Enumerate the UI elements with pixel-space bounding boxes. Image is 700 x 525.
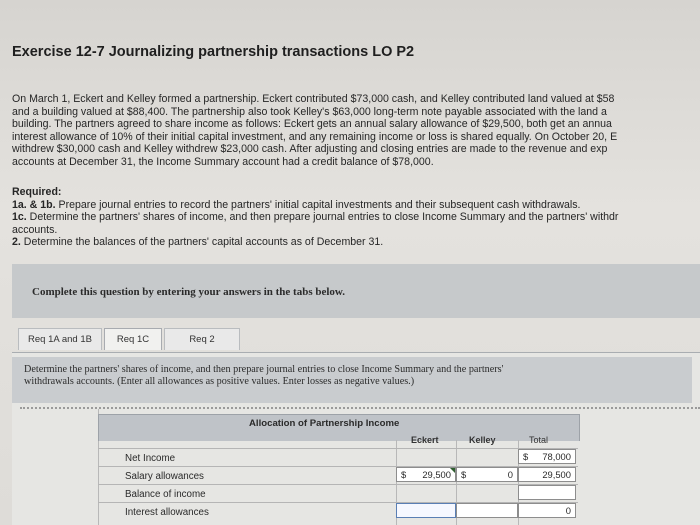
instruction-text: Complete this question by entering your answers in the tabs below. <box>32 286 346 298</box>
problem-line: interest allowance of 10% of their initial capital investment, and any remaining income or loss is shared equally. On October 20, E <box>12 130 618 143</box>
cell-value: 0 <box>507 469 513 480</box>
salary-eckert-input[interactable] <box>396 467 456 482</box>
interest-eckert-input[interactable] <box>396 503 456 518</box>
salary-total-input[interactable] <box>518 467 576 482</box>
currency-symbol: $ <box>523 451 529 462</box>
row-label-balance-of-income: Balance of income <box>125 489 206 500</box>
income-allocation-table <box>18 409 698 525</box>
problem-line: accounts at December 31, the Income Summary account had a credit balance of $78,000. <box>12 155 434 168</box>
table-title: Allocation of Partnership Income <box>249 418 400 429</box>
row-divider <box>98 448 578 449</box>
problem-line: building. The partners agreed to share income as follows: Eckert gets an annual salary allowance of $29,500, both get an annua <box>12 118 612 131</box>
column-header-total: Total <box>529 435 549 445</box>
column-header-eckert: Eckert <box>411 435 439 445</box>
required-item-number: 1a. & 1b. <box>12 198 56 211</box>
interest-kelley-input[interactable] <box>456 503 518 518</box>
tab-req-1a-1b[interactable]: Req 1A and 1B <box>18 328 102 350</box>
task-instructions <box>12 357 692 403</box>
cell-marker-icon <box>450 468 455 473</box>
required-item-number: 1c. <box>12 211 27 224</box>
required-heading: Required: <box>12 186 62 198</box>
currency-symbol: $ <box>401 469 407 480</box>
row-label-net-income: Net Income <box>125 453 176 464</box>
cell-value: 29,500 <box>542 469 571 480</box>
required-item-text: accounts. <box>12 223 58 236</box>
required-item-text: Prepare journal entries to record the partners' initial capital investments and their subsequent cash withdrawals. <box>55 198 581 211</box>
problem-line: withdrew $30,000 cash and Kelley withdrew $23,000 cash. After adjusting and closing entries are made to the revenue and exp <box>12 143 608 156</box>
row-label-salary-allowances: Salary allowances <box>125 471 204 482</box>
required-item-text: Determine the balances of the partners' capital accounts as of December 31. <box>20 236 384 249</box>
row-label-interest-allowances: Interest allowances <box>125 507 209 518</box>
currency-symbol: $ <box>461 469 467 480</box>
salary-kelley-input[interactable] <box>456 467 518 482</box>
task-line: withdrawals accounts. (Enter all allowances as positive values. Enter losses as negative values.) <box>24 376 415 387</box>
exercise-title: Exercise 12-7 Journalizing partnership transactions LO P2 <box>12 44 415 60</box>
tab-req-2[interactable]: Req 2 <box>164 328 240 350</box>
row-divider <box>98 484 578 485</box>
cell-value: 0 <box>565 505 571 516</box>
table-gutter <box>18 409 99 525</box>
required-item-number: 2. <box>12 236 21 249</box>
balance-total-input[interactable] <box>518 485 576 500</box>
instruction-bar <box>12 264 700 318</box>
cell-value: 29,500 <box>422 469 451 480</box>
problem-line: and a building valued at $88,400. The partnership also took Kelley's $63,000 long-term note payable associated with the land a <box>12 105 607 118</box>
required-section <box>12 186 618 249</box>
problem-statement <box>12 93 700 169</box>
net-income-total-input[interactable] <box>518 449 576 464</box>
tab-req-1c[interactable]: Req 1C <box>104 328 162 350</box>
table-header <box>98 414 580 441</box>
column-header-kelley: Kelley <box>469 435 496 445</box>
problem-line: On March 1, Eckert and Kelley formed a partnership. Eckert contributed $73,000 cash, and Kelley contributed land valued at $58 <box>12 93 615 105</box>
task-line: Determine the partners' shares of income, and then prepare journal entries to close Income Summary and the partners' <box>24 364 504 375</box>
required-item-text: Determine the partners' shares of income, and then prepare journal entries to close Income Summary and the partners' withdr <box>26 211 619 224</box>
interest-total-input[interactable] <box>518 503 576 518</box>
cell-value: 78,000 <box>542 451 571 462</box>
